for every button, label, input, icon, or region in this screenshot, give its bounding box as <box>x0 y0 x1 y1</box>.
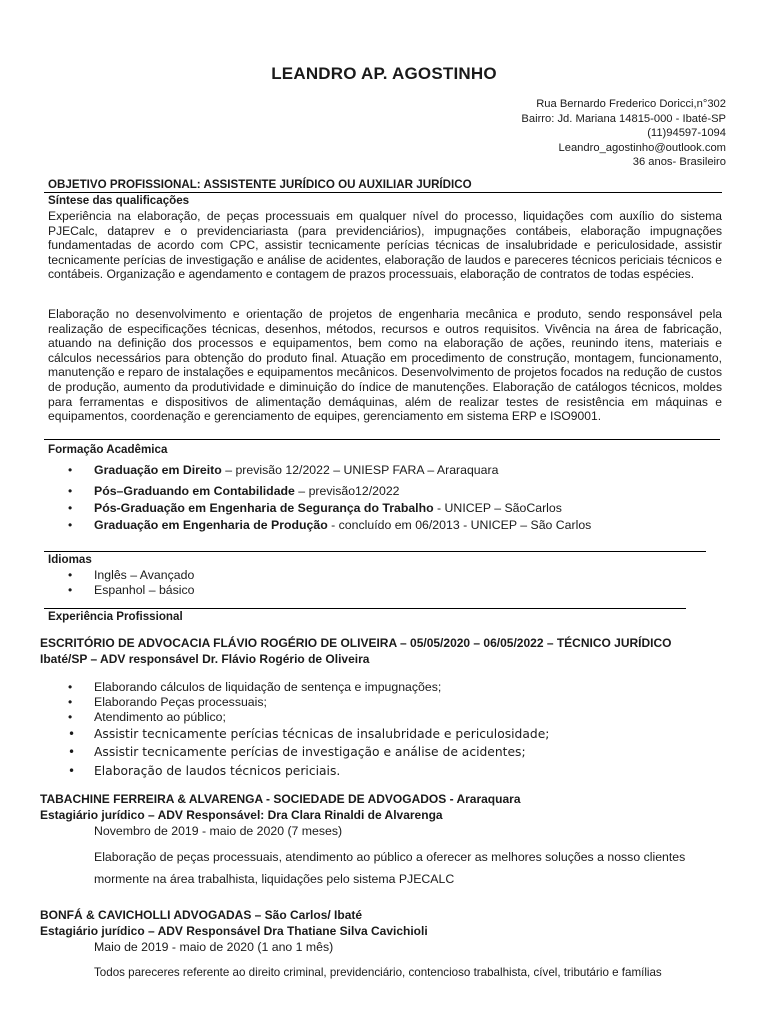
education-title: Formação Acadêmica <box>48 443 168 456</box>
summary-title: Síntese das qualificações <box>48 194 190 207</box>
languages-list <box>68 568 368 598</box>
task-item: • Elaborando cálculos de liquidação de sentença e impugnações; <box>68 680 718 695</box>
task-item: • Elaboração de laudos técnicos periciais. <box>68 763 718 781</box>
education-item: • Graduação em Engenharia de Produção - concluído em 06/2013 - UNICEP – São Carlos <box>68 518 718 535</box>
job1-tasks <box>68 680 718 781</box>
job2-description-line2: mormente na área trabalhista, liquidações pelo sistema PJECALC <box>94 872 455 886</box>
education-item: • Pós–Graduando em Contabilidade – previsão12/2022 <box>68 484 718 501</box>
task-item: • Assistir tecnicamente perícias técnicas de insalubridade e periculosidade; <box>68 726 718 744</box>
language-item: • Inglês – Avançado <box>68 568 368 583</box>
languages-divider <box>44 551 706 552</box>
language-item: • Espanhol – básico <box>68 583 368 598</box>
education-item: • Pós-Graduação em Engenharia de Segurança do Trabalho - UNICEP – SãoCarlos <box>68 501 718 518</box>
experience-divider <box>44 608 686 609</box>
education-item: • Graduação em Direito – previsão 12/2022 – UNIESP FARA – Araraquara <box>68 463 718 484</box>
contact-address: Rua Bernardo Frederico Doricci,n°302 <box>536 98 726 110</box>
job2-description-line1: Elaboração de peças processuais, atendimento ao público a oferecer as melhores soluções a nosso clientes <box>94 850 686 864</box>
education-divider <box>44 439 720 440</box>
job2-role: Estagiário jurídico – ADV Responsável: Dra Clara Rinaldi de Alvarenga <box>40 808 443 822</box>
job1-title: ESCRITÓRIO DE ADVOCACIA FLÁVIO ROGÉRIO DE OLIVEIRA – 05/05/2020 – 06/05/2022 – TÉCNICO JURÍDICO <box>40 636 672 650</box>
job2-period: Novembro de 2019 - maio de 2020 (7 meses) <box>94 824 343 838</box>
experience-title: Experiência Profissional <box>48 610 183 623</box>
job3-description-line1: Todos pareceres referente ao direito criminal, previdenciário, contencioso trabalhista, cível, tributário e famílias <box>94 966 662 979</box>
objective-title: OBJETIVO PROFISSIONAL: ASSISTENTE JURÍDICO OU AUXILIAR JURÍDICO <box>48 178 472 191</box>
job2-company: TABACHINE FERREIRA & ALVARENGA - SOCIEDADE DE ADVOGADOS - Araraquara <box>40 792 521 806</box>
summary-paragraph-2: Elaboração no desenvolvimento e orientação de projetos de engenharia mecânica e produto, sendo responsável pela realização de especificações técnicas, desenhos, métodos, recursos e outros requisitos. Vivência na área de fabricação, atuando na definição dos processos e equipamentos, bem como na elaboração de ações, reunindo itens, materiais e cálculos necessários para obtenção do produto final. Atuação em procedimento de construção, montagem, funcionamento, manutenção e reparo de instalações e equipamentos mecânicos. Desenvolvimento de projetos focados na redução de custos de produção, aumento da produtividade e diminuição do índice de manutenções. Elaboração de catálogos técnicos, moldes para ferramentas e dispositivos de alimentação demáquinas, além de realizar testes de resistência em máquinas e equipamentos, coordenação e gerenciamento de equipes, gerenciamento em sistema ERP e ISO9001. <box>48 307 722 424</box>
job3-role: Estagiário jurídico – ADV Responsável Dra Thatiane Silva Cavichioli <box>40 924 428 938</box>
contact-neighborhood: Bairro: Jd. Mariana 14815-000 - Ibaté-SP <box>521 112 726 125</box>
task-item: • Assistir tecnicamente perícias de investigação e análise de acidentes; <box>68 744 718 763</box>
task-item: • Elaborando Peças processuais; <box>68 695 718 710</box>
job3-period: Maio de 2019 - maio de 2020 (1 ano 1 mês) <box>94 940 334 954</box>
contact-phone: (11)94597-1094 <box>647 127 726 140</box>
job1-subtitle: Ibaté/SP – ADV responsável Dr. Flávio Rogério de Oliveira <box>40 652 370 666</box>
summary-paragraph-1: Experiência na elaboração, de peças processuais em qualquer nível do processo, liquidações com auxílio do sistema PJECalc, dataprev e o previdenciariasta (para previdenciários), impugnações contábeis, elaboração impugnações fundamentadas de acordo com CPC, assistir tecnicamente perícias técnicas de insalubridade e periculosidade, assistir tecnicamente perícias de investigação e análise de acidentes, elaboração de laudos e pareceres técnicos periciais técnicos e contábeis. Organização e agendamento e contagem de prazos processuais, elaboração de contratos de todas espécies. <box>48 209 722 282</box>
contact-email: Leandro_agostinho@outlook.com <box>558 141 726 154</box>
contact-block <box>521 97 726 170</box>
contact-age-nationality: 36 anos- Brasileiro <box>632 156 726 169</box>
education-list <box>68 463 718 535</box>
objective-divider <box>44 192 722 193</box>
task-item: • Atendimento ao público; <box>68 710 718 726</box>
candidate-name: LEANDRO AP. AGOSTINHO <box>271 64 497 83</box>
job3-company: BONFÁ & CAVICHOLLI ADVOGADAS – São Carlos/ Ibaté <box>40 908 363 922</box>
languages-title: Idiomas <box>48 553 92 566</box>
